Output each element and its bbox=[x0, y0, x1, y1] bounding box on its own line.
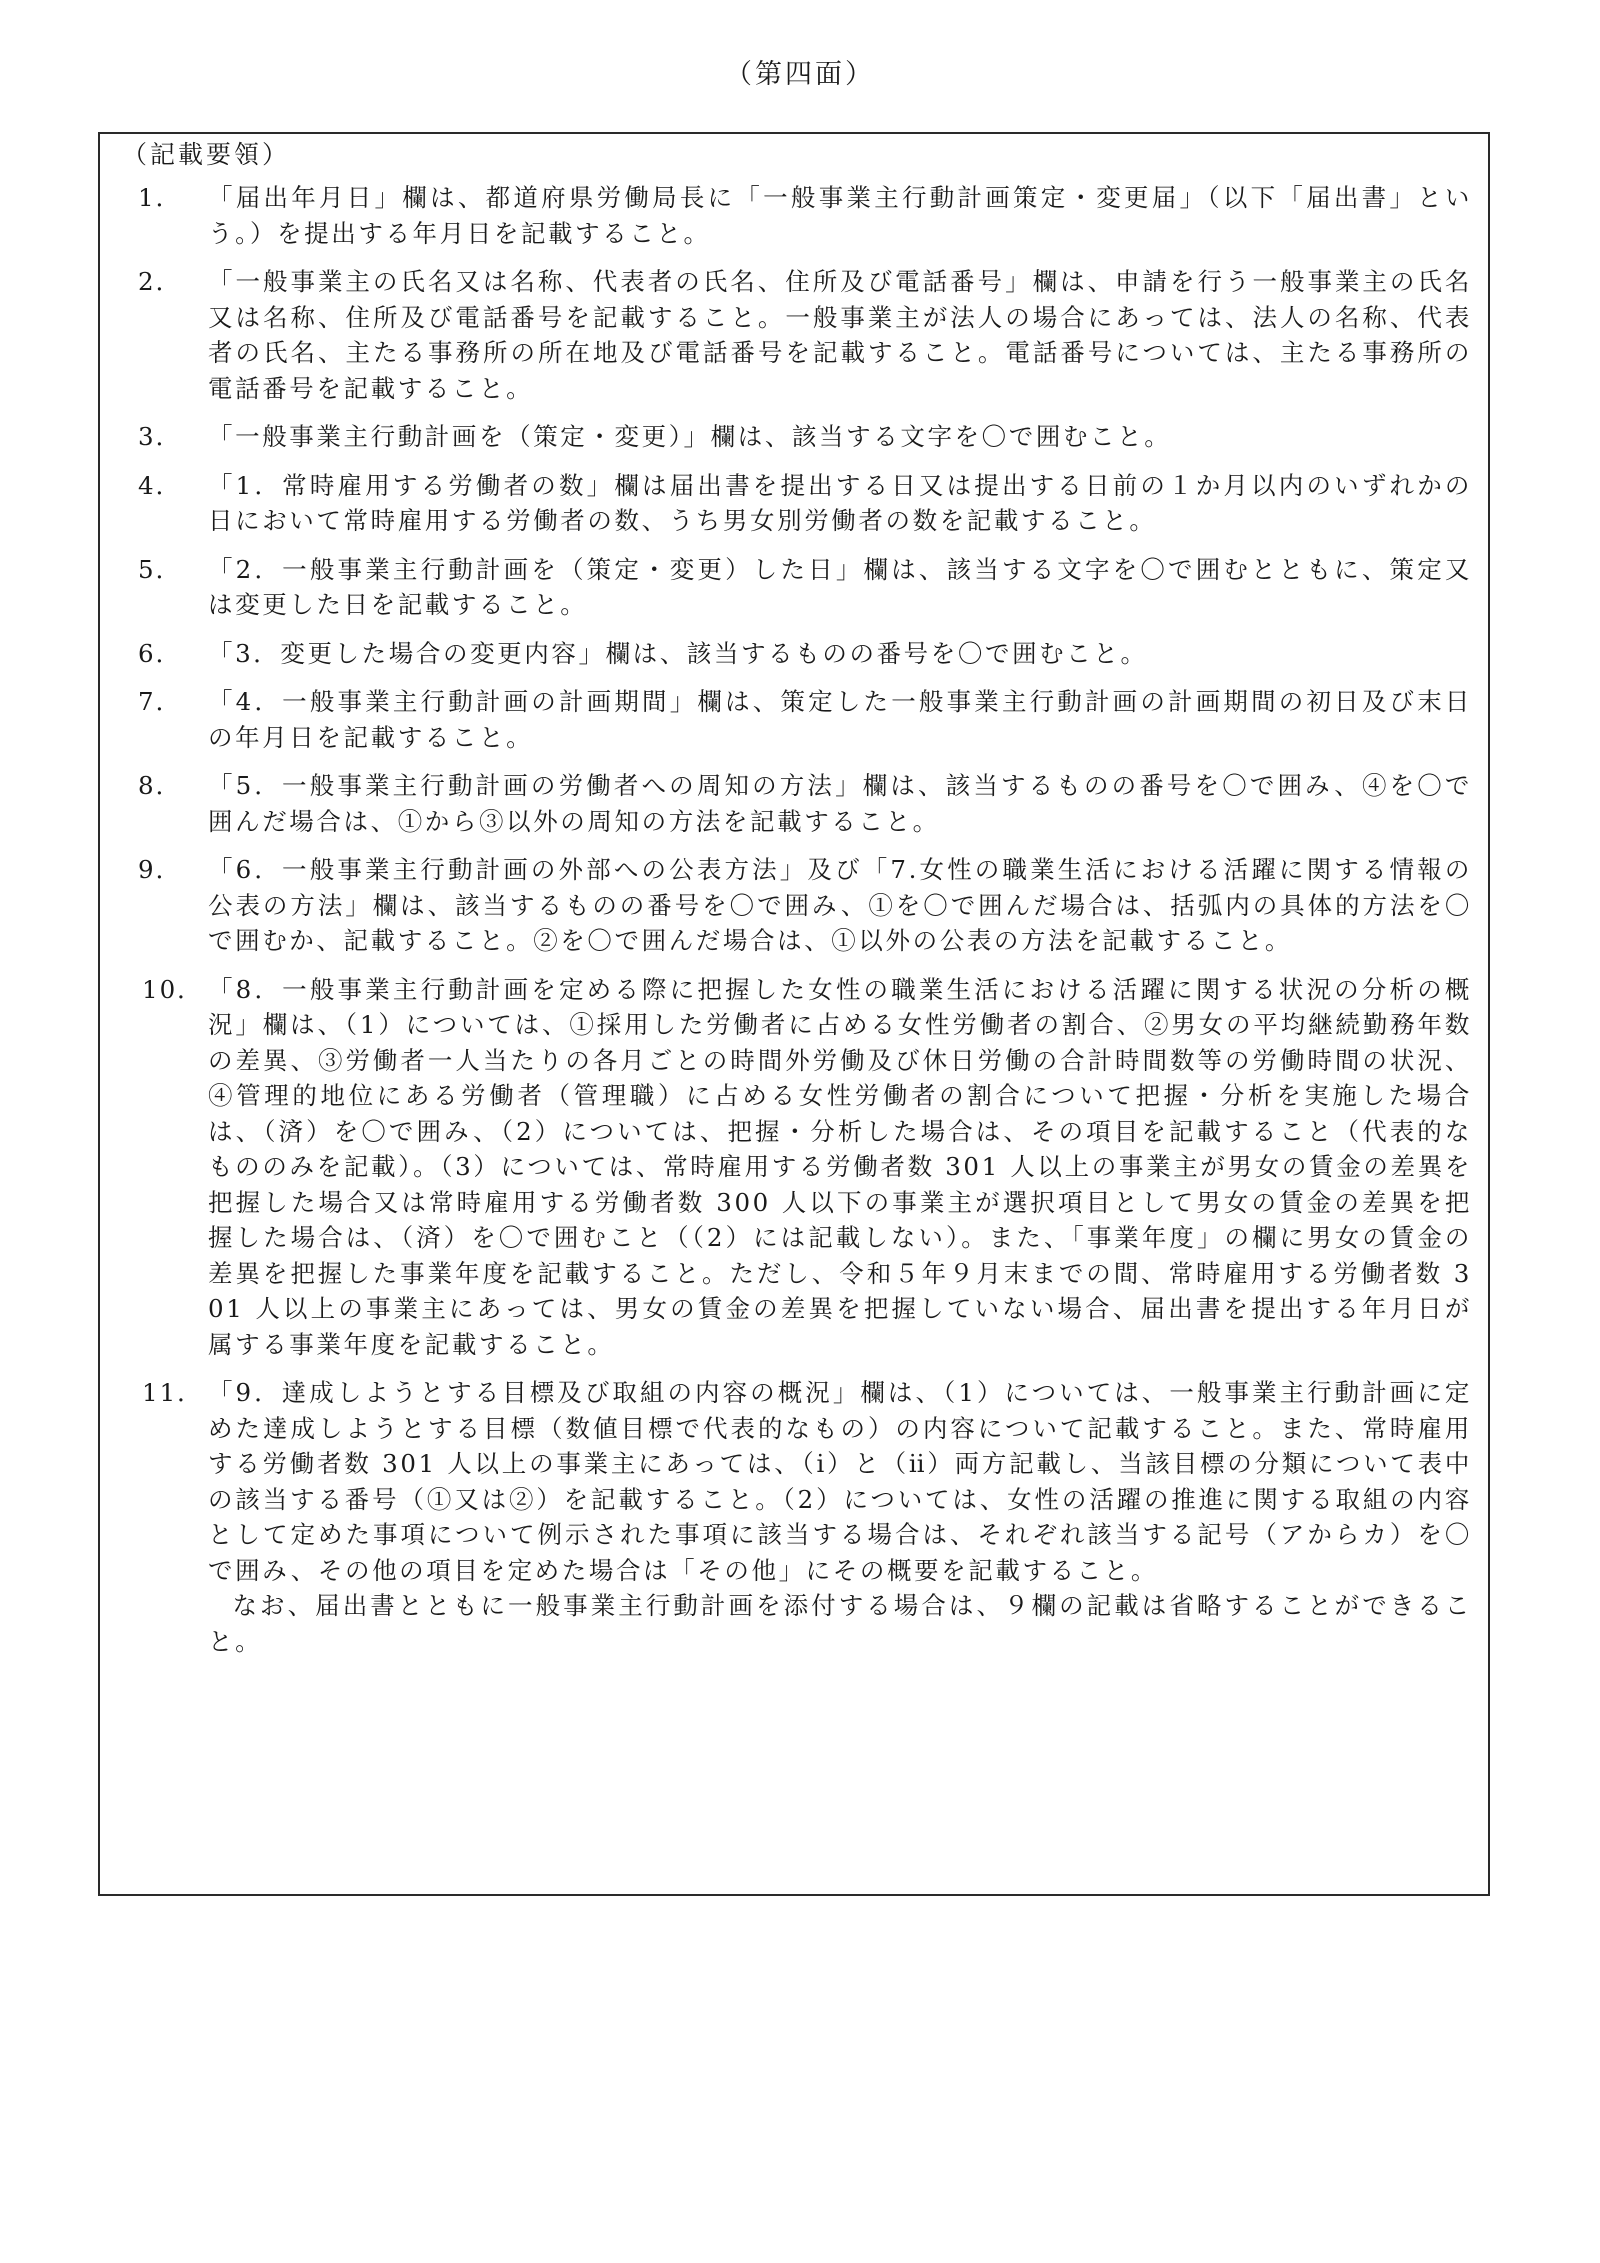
page-label: （第四面） bbox=[725, 59, 875, 90]
instructions-box bbox=[98, 132, 1490, 1896]
item-text: 「2．一般事業主行動計画を（策定・変更）した日」欄は、該当する文字を〇で囲むとともに、策定又は変更した日を記載すること。 bbox=[208, 554, 1472, 619]
instruction-list bbox=[100, 180, 1488, 1672]
item-text: 「一般事業主行動計画を（策定・変更）」欄は、該当する文字を〇で囲むこと。 bbox=[208, 422, 1172, 451]
item-text: 「4．一般事業主行動計画の計画期間」欄は、策定した一般事業主行動計画の計画期間の初日及び末日の年月日を記載すること。 bbox=[208, 687, 1472, 752]
instruction-item-4 bbox=[100, 468, 1488, 539]
instruction-item-9 bbox=[100, 852, 1488, 959]
instruction-item-1 bbox=[100, 180, 1488, 251]
instruction-item-6 bbox=[100, 636, 1488, 672]
instruction-item-11 bbox=[100, 1375, 1488, 1659]
instruction-item-7 bbox=[100, 684, 1488, 755]
item-number: 1． bbox=[138, 183, 183, 212]
item-number: 3． bbox=[138, 422, 183, 451]
item-number: 2． bbox=[138, 267, 183, 296]
item-number: 4． bbox=[138, 470, 183, 500]
instruction-item-8 bbox=[100, 768, 1488, 839]
item-text: 「5．一般事業主行動計画の労働者への周知の方法」欄は、該当するものの番号を〇で囲み、④を〇で囲んだ場合は、①から③以外の周知の方法を記載すること。 bbox=[208, 771, 1472, 836]
item-text: 「6．一般事業主行動計画の外部への公表方法」及び「7.女性の職業生活における活躍に関する情報の公表の方法」欄は、該当するものの番号を〇で囲み、①を〇で囲んだ場合は、括弧内の具体的方法を〇で囲むか、記載すること。②を〇で囲んだ場合は、①以外の公表の方法を記載すること。 bbox=[208, 855, 1472, 955]
item-text: 「9．達成しようとする目標及び取組の内容の概況」欄は、（1）については、一般事業主行動計画に定めた達成しようとする目標（数値目標で代表的なもの）の内容について記載すること。また、常時雇用する労働者数 301 人以上の事業主にあっては、（ⅰ）と（ⅱ）両方記載し、当該目標の分類について表中の該当する番号（①又は②）を記載すること。（2）については、女性の活躍の推進に関する取組の内容として定めた事項について例示された事項に該当する場合は、それぞれ該当する記号（アからカ）を〇で囲み、その他の項目を定めた場合は「その他」にその概要を記載すること。 bbox=[208, 1378, 1472, 1585]
item-number: 9． bbox=[138, 855, 183, 884]
item-number: 5． bbox=[138, 554, 183, 584]
item-text: 「1．常時雇用する労働者の数」欄は届出書を提出する日又は提出する日前の１か月以内のいずれかの日において常時雇用する労働者の数、うち男女別労働者の数を記載すること。 bbox=[208, 470, 1472, 535]
instruction-item-5 bbox=[100, 552, 1488, 623]
item-text: 「3．変更した場合の変更内容」欄は、該当するものの番号を〇で囲むこと。 bbox=[208, 638, 1148, 668]
item-note: なお、届出書とともに一般事業主行動計画を添付する場合は、９欄の記載は省略することができること。 bbox=[208, 1591, 1472, 1656]
item-number: 7． bbox=[138, 687, 183, 716]
item-number: 10． bbox=[142, 974, 204, 1004]
instruction-item-10 bbox=[100, 972, 1488, 1363]
instruction-item-2 bbox=[100, 264, 1488, 406]
item-number: 11． bbox=[142, 1378, 204, 1407]
item-number: 8． bbox=[138, 771, 183, 800]
item-text: 「一般事業主の氏名又は名称、代表者の氏名、住所及び電話番号」欄は、申請を行う一般事業主の氏名又は名称、住所及び電話番号を記載すること。一般事業主が法人の場合にあっては、法人の名称、代表者の氏名、主たる事務所の所在地及び電話番号を記載すること。電話番号については、主たる事務所の電話番号を記載すること。 bbox=[208, 267, 1472, 403]
item-number: 6． bbox=[138, 638, 183, 668]
instruction-item-3 bbox=[100, 419, 1488, 455]
section-heading: （記載要領） bbox=[122, 140, 291, 169]
item-text: 「8．一般事業主行動計画を定める際に把握した女性の職業生活における活躍に関する状況の分析の概況」欄は、（1）については、①採用した労働者に占める女性労働者の割合、②男女の平均継続勤務年数の差異、③労働者一人当たりの各月ごとの時間外労働及び休日労働の合計時間数等の労働時間の状況、④管理的地位にある労働者（管理職）に占める女性労働者の割合について把握・分析を実施した場合は、（済）を〇で囲み、（2）については、把握・分析した場合は、その項目を記載すること（代表的なもののみを記載）。（3）については、常時雇用する労働者数 301 人以上の事業主が男女の賃金の差異を把握した場合又は常時雇用する労働者数 300 人以下の事業主が選択項目として男女の賃金の差異を把握した場合は、（済）を〇で囲むこと（（2）には記載しない）。また、「事業年度」の欄に男女の賃金の差異を把握した事業年度を記載すること。ただし、令和５年９月末までの間、常時雇用する労働者数 301 人以上の事業主にあっては、男女の賃金の差異を把握していない場合、届出書を提出する年月日が属する事業年度を記載すること。 bbox=[208, 974, 1472, 1359]
item-text: 「届出年月日」欄は、都道府県労働局長に「一般事業主行動計画策定・変更届」（以下「届出書」という。）を提出する年月日を記載すること。 bbox=[208, 183, 1472, 248]
